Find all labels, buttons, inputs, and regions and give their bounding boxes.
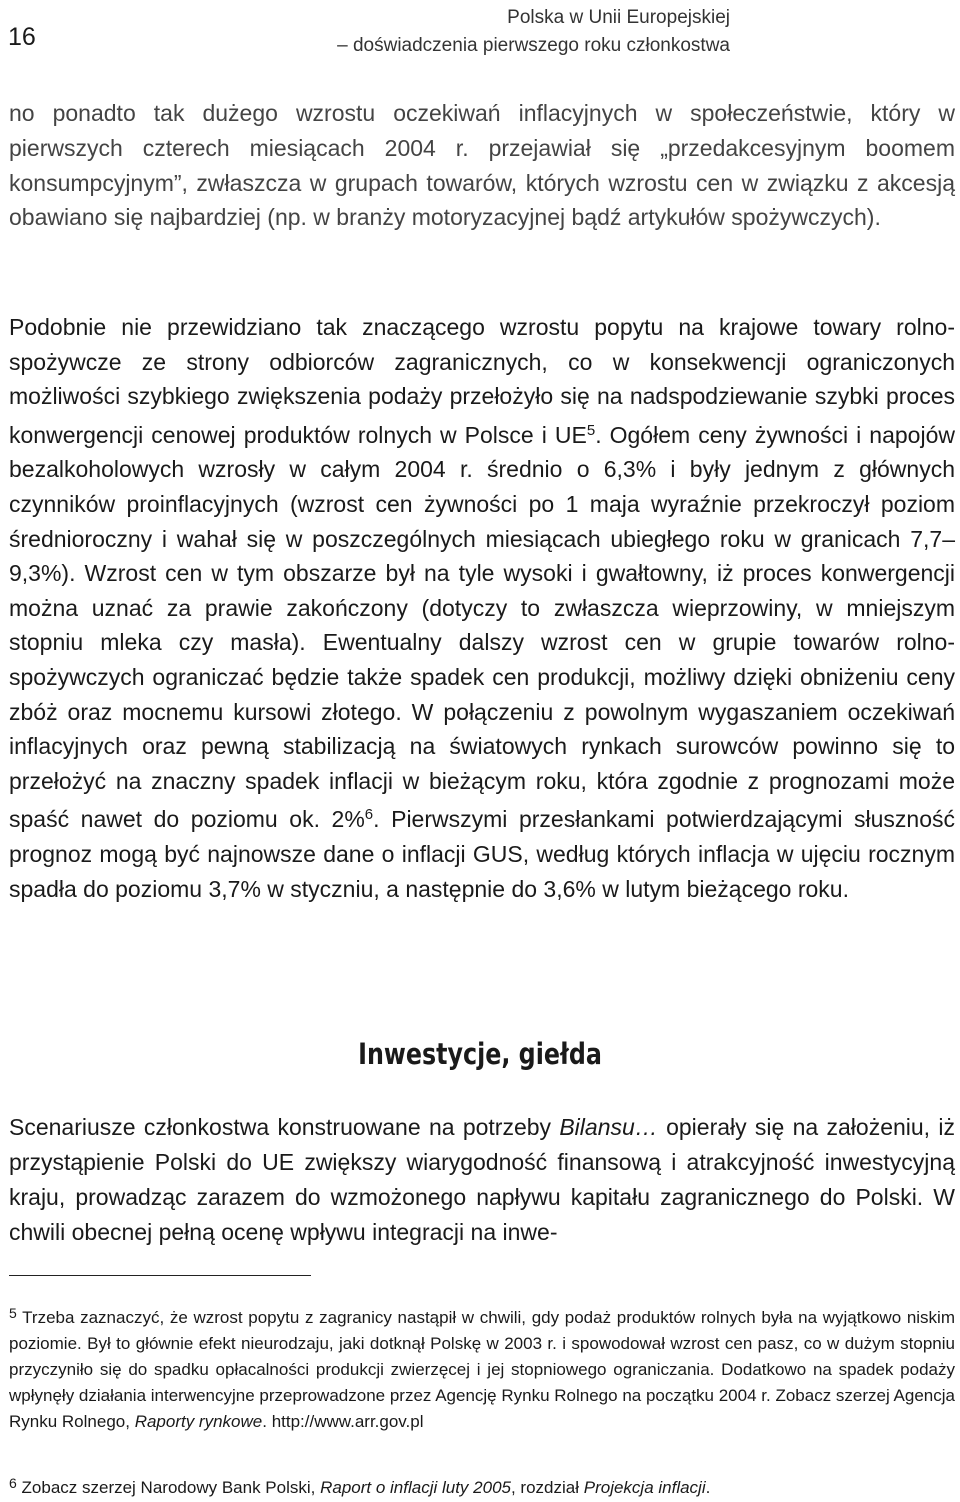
running-header-line-2: – doświadczenia pierwszego roku członkostwa <box>337 35 730 56</box>
paragraph-2 <box>9 310 955 906</box>
footnote-5 <box>9 1300 955 1435</box>
section-heading: Inwestycje, giełda <box>358 1037 602 1071</box>
paragraph-3-italic: Bilansu… <box>559 1114 658 1140</box>
paragraph-3 <box>9 1110 955 1250</box>
running-header <box>330 4 730 60</box>
page-number: 16 <box>8 23 36 51</box>
footnote-ref-6[interactable]: 6 <box>364 806 374 824</box>
footnote-rule <box>9 1275 311 1276</box>
footnote-6-text-a: Zobacz szerzej Narodowy Bank Polski, <box>16 1478 321 1497</box>
paragraph-3-text-b: opierały się na założeniu, iż przystąpienie Polski do UE zwiększy wiarygodność finansową i atrakcyjność inwestycyjną kraju, prowadząc zarazem do wzmożonego napływu kapitału zagranicznego do Polski. W chwili obecnej pełną ocenę wpływu integracji na inwe- <box>9 1114 955 1245</box>
paragraph-2-text-a: Podobnie nie przewidziano tak znaczącego wzrostu popytu na krajowe towary rolno-spożywcze ze strony odbiorców zagranicznych, co w konsekwencji ograniczonych możliwości szybkiego zwiększenia podaży przełożyło się na nadspodziewanie szybki proces konwergencji cenowej produktów rolnych w Polsce i UE <box>9 314 955 448</box>
footnote-6-mark: 6 <box>9 1475 17 1491</box>
paragraph-3-text-a: Scenariusze członkostwa konstruowane na potrzeby <box>9 1114 560 1140</box>
footnote-5-text-b: . http://www.arr.gov.pl <box>262 1412 424 1431</box>
paragraph-1: no ponadto tak dużego wzrostu oczekiwań inflacyjnych w społeczeństwie, który w pierwszych czterech miesiącach 2004 r. przejawiał się „przedakcesyjnym boomem konsumpcyjnym”, zwłaszcza w grupach towarów, których wzrostu cen w związku z akcesją obawiano się najbardziej (np. w branży motoryzacyjnej bądź artykułów spożywczych). <box>9 100 955 231</box>
footnote-6-text-c: . <box>705 1478 711 1497</box>
footnote-ref-5[interactable]: 5 <box>586 421 596 439</box>
paragraph-2-text-b: . Ogółem ceny żywności i napojów bezalkoholowych wzrosły w całym 2004 r. średnio o 6,3% i były jednym z głównych czynników proinflacyjnych (wzrost cen żywności po 1 maja wyraźnie przekroczył poziom średnioroczny i wahał się w poszczególnych miesiącach ubiegłego roku w granicach 7,7–9,3%). Wzrost cen w tym obszarze był na tyle wysoki i gwałtowny, iż proces konwergencji można uznać za prawie zakończony (dotyczy to zwłaszcza wieprzowiny, w mniejszym stopniu mleka czy masła). Ewentualny dalszy wzrost cen w grupie towarów rolno-spożywczych ograniczać będzie także spadek cen produkcji, możliwy dzięki obniżeniu ceny zbóż oraz mocnemu kursowi złotego. W połączeniu z powolnym wygaszaniem oczekiwań inflacyjnych oraz pewną stabilizacją na światowych rynkach surowców powinno się to przełożyć na znaczny spadek inflacji w bieżącym roku, która zgodnie z prognozami może spaść nawet do poziomu ok. 2% <box>9 421 955 833</box>
running-header-line-1: Polska w Unii Europejskiej <box>507 7 730 28</box>
footnote-6-text-b: , rozdział <box>510 1478 584 1497</box>
paragraph-2-text-c: . Pierwszymi przesłankami potwierdzającymi słuszność prognoz mogą być najnowsze dane o inflacji GUS, według których inflacja w ujęciu rocznym spadła do poziomu 3,7% w styczniu, a następnie do 3,6% w lutym bieżącego roku. <box>9 806 955 902</box>
footnote-6-italic-a: Raport o inflacji luty 2005 <box>320 1478 511 1497</box>
footnote-5-italic: Raporty rynkowe <box>134 1412 263 1431</box>
footnote-5-mark: 5 <box>9 1305 17 1321</box>
footnote-6-italic-b: Projekcja inflacji <box>583 1478 706 1497</box>
footnote-5-text-a: Trzeba zaznaczyć, że wzrost popytu z zagranicy nastąpił w chwili, gdy podaż produktów rolnych była na wyjątkowo niskim poziomie. Był to głównie efekt nieurodzaju, jaki dotknął Polskę w 2003 r. i spowodował wzrost cen pasz, co w dużym stopniu przyczyniło się do spadku opłacalności produkcji zwierzęcej i jej stopniowego ograniczania. Dodatkowo na spadek podaży wpłynęły działania interwencyjne przeprowadzone przez Agencję Rynku Rolnego na początku 2004 r. Zobacz szerzej Agencja Rynku Rolnego, <box>9 1308 955 1431</box>
footnote-6 <box>9 1470 955 1501</box>
